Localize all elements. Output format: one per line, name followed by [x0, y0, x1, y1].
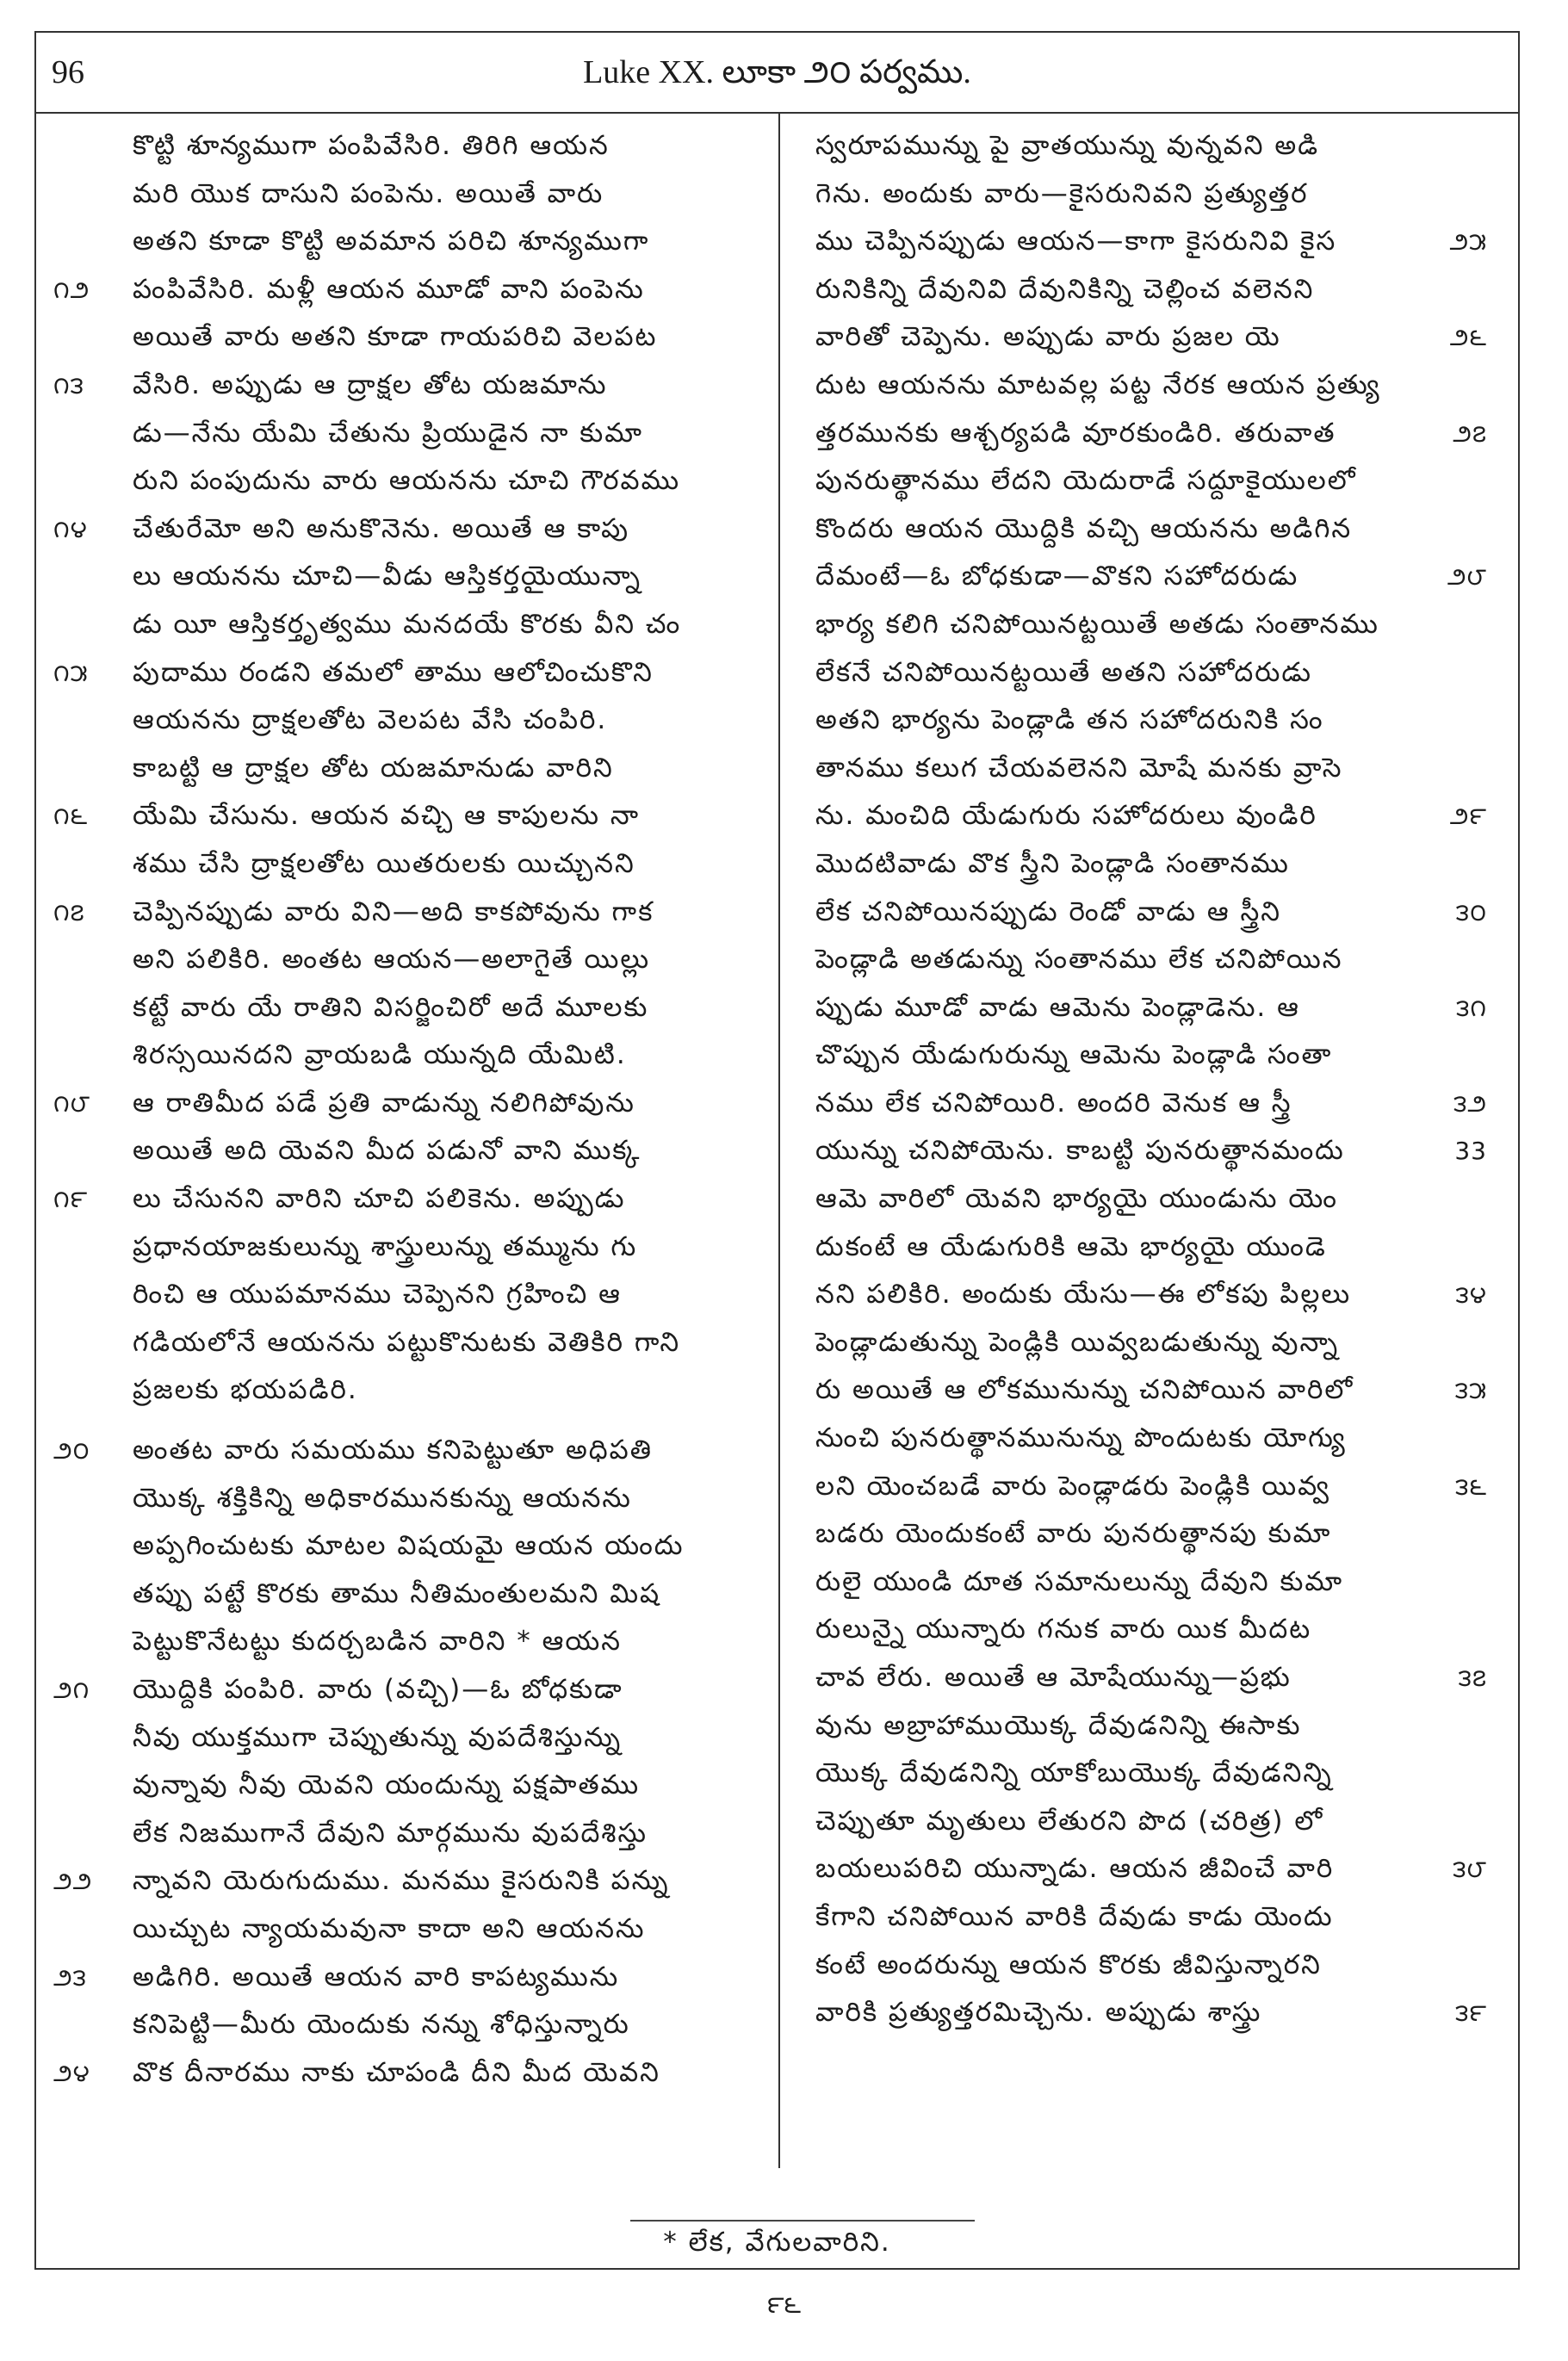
text-line: [53, 553, 725, 601]
line-text: నము లేక చనిపోయిరి. అందరి వెనుక ఆ స్త్రీ: [815, 1087, 1292, 1119]
text-line: [53, 313, 725, 362]
page-number: 96: [52, 54, 84, 90]
verse-number: ౨౦: [53, 1436, 90, 1466]
text-line: [53, 218, 725, 266]
line-text: ఆ రాతిమీద పడే ప్రతి వాడున్ను నలిగిపోవును: [133, 1087, 635, 1119]
line-text: ప్పుడు మూడో వాడు ఆమెను పెండ్లాడెను. ఆ: [815, 991, 1300, 1023]
left-column: [53, 122, 725, 2146]
line-text: ము చెప్పినప్పుడు ఆయన—కాగా కైసరునివి కైస: [815, 226, 1337, 257]
text-line: [815, 1271, 1487, 1319]
line-text: పెండ్లాడుతున్ను పెండ్లికి యివ్వబడుతున్ను వున్నా: [815, 1326, 1340, 1358]
verse-number: ౩౦: [1455, 897, 1487, 926]
text-line: [53, 792, 725, 840]
line-text: ఆమె వారిలో యెవని భార్యయై యుండును యెం: [815, 1183, 1338, 1215]
page-header: [36, 33, 1518, 114]
line-text: లు ఆయనను చూచి—వీడు ఆస్తికర్తయైయున్నా: [133, 561, 641, 592]
verse-number: ౨౧: [53, 1676, 90, 1704]
line-text: వారికి ప్రత్యుత్తరమిచ్చెను. అప్పుడు శాస్త్రు: [815, 1997, 1262, 2029]
text-line: [53, 1319, 725, 1367]
line-text: తానము కలుగ చేయవలెనని మోషే మనకు వ్రాసె: [815, 752, 1343, 784]
line-text: ప్రధానయాజకులున్ను శాస్త్రులున్ను తమ్మును గు: [133, 1230, 638, 1262]
text-line: [53, 1954, 725, 2002]
verse-number: ౧౫: [53, 658, 89, 687]
verse-number: ౨౬: [1449, 323, 1487, 352]
text-line: [815, 362, 1487, 410]
text-line: [53, 170, 725, 219]
line-text: అంతట వారు సమయము కనిపెట్టుతూ అధిపతి: [133, 1435, 653, 1466]
text-line: [815, 1702, 1487, 1751]
verse-number: ౧౯: [53, 1185, 89, 1214]
text-line: [53, 984, 725, 1032]
line-text: పెండ్లాడి అతడున్ను సంతానము లేక చనిపోయిన: [815, 944, 1343, 976]
text-line: [53, 745, 725, 793]
line-text: దుట ఆయనను మాటవల్ల పట్ట నేరక ఆయన ప్రత్యు: [815, 369, 1381, 400]
text-line: [53, 1906, 725, 1954]
text-line: [53, 1032, 725, 1080]
line-text: అతని కూడా కొట్టి అవమాన పరిచి శూన్యముగా: [133, 226, 650, 257]
text-line: [815, 1893, 1487, 1942]
verse-number: ౨౩: [53, 1962, 87, 1992]
text-line: [53, 1762, 725, 1810]
verse-number: ౧౬: [53, 802, 89, 831]
line-text: డు—నేను యేమి చేతును ప్రియుడైన నా కుమా: [133, 417, 643, 449]
verse-number: ౨౫: [1449, 227, 1487, 257]
line-text: రులై యుండి దూత సమానులున్ను దేవుని కుమా: [815, 1565, 1344, 1597]
line-text: కొట్టి శూన్యముగా పంపివేసిరి. తిరిగి ఆయన: [133, 130, 610, 161]
verse-number: ౧౨: [53, 275, 90, 304]
text-line: [53, 410, 725, 458]
text-line: [815, 745, 1487, 793]
text-line: [815, 1366, 1487, 1415]
line-text: లేక చనిపోయినప్పుడు రెండో వాడు ఆ స్త్రీని: [815, 895, 1281, 927]
line-text: యొద్దికి పంపిరి. వారు (వచ్చి)—ఓ బోధకుడా: [133, 1674, 623, 1705]
text-line: [815, 218, 1487, 266]
text-line: [815, 410, 1487, 458]
verse-number: ౩౫: [1454, 1376, 1487, 1405]
text-line: [815, 1989, 1487, 2037]
text-line: [53, 1224, 725, 1272]
footnote-rule: [630, 2220, 975, 2222]
text-line: [815, 1798, 1487, 1846]
verse-number: ౨౭: [1453, 418, 1487, 448]
text-line: [815, 122, 1487, 170]
text-line: [53, 889, 725, 937]
text-line: [815, 1463, 1487, 1511]
line-text: ప్రజలకు భయపడిరి.: [133, 1374, 358, 1406]
text-line: [815, 889, 1487, 937]
line-text: చేతురేమో అని అనుకొనెను. అయితే ఆ కాపు: [133, 512, 630, 544]
text-line: [53, 505, 725, 554]
line-text: రులున్నై యున్నారు గనుక వారు యిక మీదట: [815, 1614, 1312, 1645]
text-line: [53, 601, 725, 649]
book-page: [34, 31, 1520, 2270]
line-text: పునరుత్థానము లేదని యెదురాడే సద్దూకైయులలో: [815, 465, 1357, 497]
text-line: [815, 697, 1487, 745]
verse-number: ౩౪: [1455, 1280, 1487, 1310]
line-text: వును అబ్రాహాముయొక్క దేవుడనిన్ని ఈసాకు: [815, 1709, 1302, 1741]
text-line: [815, 1654, 1487, 1702]
text-line: [53, 362, 725, 410]
text-line: [53, 936, 725, 984]
verse-number: ౨౪: [53, 2058, 90, 2087]
line-text: నుంచి పునరుత్థానమునున్ను పొందుటకు యోగ్యు: [815, 1422, 1347, 1454]
verse-number: ౨౨: [53, 1867, 93, 1896]
line-text: లేకనే చనిపోయినట్టయితే అతని సహోదరుడు: [815, 656, 1313, 688]
text-line: [815, 1559, 1487, 1607]
line-text: కట్టే వారు యే రాతిని విసర్జించిరో అదే మూలకు: [133, 991, 649, 1023]
line-text: బయలుపరిచి యున్నాడు. ఆయన జీవించే వారి: [815, 1853, 1335, 1885]
text-line: [53, 1857, 725, 1906]
text-line: [815, 1175, 1487, 1224]
text-line: [815, 266, 1487, 314]
text-line: [815, 1415, 1487, 1463]
text-line: [53, 1666, 725, 1714]
text-line: [53, 2001, 725, 2049]
text-line: [53, 1618, 725, 1666]
line-text: లని యెంచబడే వారు పెండ్లాడరు పెండ్లికి యివ్వ: [815, 1470, 1331, 1502]
line-text: చావ లేరు. అయితే ఆ మోషేయున్ను—ప్రభు: [815, 1662, 1292, 1693]
line-text: గెను. అందుకు వారు—కైసరునివని ప్రత్యుత్తర: [815, 177, 1309, 209]
line-text: కనిపెట్టి—మీరు యెందుకు నన్ను శోధిస్తున్నారు: [133, 2009, 630, 2041]
text-line: [815, 649, 1487, 697]
line-text: యిచ్చుట న్యాయమవునా కాదా అని ఆయనను: [133, 1912, 646, 1944]
line-text: అయితే అది యెవని మీద పడునో వాని ముక్క: [133, 1135, 641, 1167]
verse-number: ౧౭: [53, 897, 85, 926]
verse-number: ౧౩: [53, 370, 84, 400]
verse-number: 33: [1454, 1137, 1487, 1166]
text-line: [815, 792, 1487, 840]
verse-number: ౩౧: [1456, 993, 1487, 1022]
line-text: భార్య కలిగి చనిపోయినట్టయితే అతడు సంతానము: [815, 608, 1379, 640]
line-text: వేసిరి. అప్పుడు ఆ ద్రాక్షల తోట యజమాను: [133, 369, 608, 400]
text-line: [53, 122, 725, 170]
text-line: [53, 840, 725, 889]
text-line: [815, 1127, 1487, 1175]
line-text: పంపివేసిరి. మళ్లీ ఆయన మూడో వాని పంపెను: [133, 273, 645, 305]
text-line: [53, 266, 725, 314]
text-line: [815, 1606, 1487, 1654]
line-text: నీవు యుక్తముగా చెప్పుతున్ను వుపదేశిస్తున్ను: [133, 1721, 623, 1753]
text-line: [53, 1427, 725, 1475]
line-text: యొక్క శక్తికిన్ని అధికారమునకున్ను ఆయనను: [133, 1482, 632, 1514]
line-text: రు అయితే ఆ లోకమునున్ను చనిపోయిన వారిలో: [815, 1374, 1354, 1406]
line-text: స్వరూపమున్ను పై వ్రాతయున్ను వున్నవని అడి: [815, 130, 1320, 161]
line-text: శిరస్సయినదని వ్రాయబడి యున్నది యేమిటి.: [133, 1039, 627, 1071]
line-text: శము చేసి ద్రాక్షలతోట యితరులకు యిచ్చునని: [133, 847, 635, 879]
verse-number: ౨౯: [1449, 802, 1487, 831]
text-line: [53, 1366, 725, 1415]
column-divider: [778, 112, 780, 2168]
line-text: చెప్పుతూ మృతులు లేతురని పొద (చరిత్ర) లో: [815, 1805, 1324, 1837]
text-line: [815, 840, 1487, 889]
text-line: [53, 1271, 725, 1319]
line-text: మరి యొక దాసుని పంపెను. అయితే వారు: [133, 177, 604, 209]
line-text: త్తరమునకు ఆశ్చర్యపడి వూరకుండిరి. తరువాత: [815, 417, 1336, 449]
text-line: [815, 601, 1487, 649]
verse-number: ౧౮: [53, 1088, 91, 1118]
line-text: రునికిన్ని దేవునివి దేవునికిన్ని చెల్లించ వలెనని: [815, 273, 1315, 305]
verse-number: ౩౯: [1455, 1998, 1487, 2028]
verse-number: ౧౪: [53, 514, 88, 543]
line-text: తప్పు పట్టే కొరకు తాము నీతిమంతులమని మిష: [133, 1577, 661, 1609]
line-text: అని పలికిరి. అంతట ఆయన—అలాగైతే యిల్లు: [133, 944, 651, 976]
running-title: Luke XX. లూకా ౨౦ పర్వము.: [583, 54, 971, 90]
line-text: కేగాని చనిపోయిన వారికి దేవుడు కాడు యెందు: [815, 1900, 1334, 1932]
line-text: దుకంటే ఆ యేడుగురికి ఆమె భార్యయై యుండె: [815, 1230, 1327, 1262]
text-line: [53, 1080, 725, 1128]
text-line: [815, 505, 1487, 554]
verse-number: ౩౨: [1453, 1088, 1487, 1118]
text-line: [815, 1319, 1487, 1367]
line-text: యేమి చేసును. ఆయన వచ్చి ఆ కాపులను నా: [133, 800, 641, 832]
text-line: [815, 553, 1487, 601]
text-line: [815, 1942, 1487, 1990]
text-line: [53, 649, 725, 697]
line-text: గడియలోనే ఆయనను పట్టుకొనుటకు వెతికిరి గాని: [133, 1326, 681, 1358]
text-line: [53, 697, 725, 745]
text-line: [815, 1080, 1487, 1128]
line-text: చెప్పినప్పుడు వారు విని—అది కాకపోవును గాక: [133, 895, 654, 927]
line-text: కాబట్టి ఆ ద్రాక్షల తోట యజమానుడు వారిని: [133, 752, 614, 784]
text-line: [53, 1522, 725, 1571]
text-line: [53, 2049, 725, 2098]
line-text: యున్ను చనిపోయెను. కాబట్టి పునరుత్థానమందు: [815, 1135, 1345, 1167]
line-text: దేమంటే—ఓ బోధకుడా—వొకని సహోదరుడు: [815, 561, 1299, 592]
line-text: పుదాము రండని తమలో తాము ఆలోచించుకొని: [133, 656, 654, 688]
verse-number: ౩౭: [1458, 1664, 1487, 1692]
text-line: [815, 984, 1487, 1032]
line-text: అతని భార్యను పెండ్లాడి తన సహోదరునికి సం: [815, 704, 1324, 736]
text-line: [815, 1224, 1487, 1272]
signature-mark: ౯౬: [766, 2290, 802, 2319]
line-text: రుని పంపుదును వారు ఆయనను చూచి గౌరవము: [133, 465, 681, 497]
text-line: [53, 1571, 725, 1619]
line-text: నని పలికిరి. అందుకు యేసు—ఈ లోకపు పిల్లలు: [815, 1279, 1352, 1311]
line-text: బడరు యెందుకంటే వారు పునరుత్థానపు కుమా: [815, 1518, 1332, 1550]
line-text: అడిగిరి. అయితే ఆయన వారి కాపట్యమును: [133, 1961, 620, 1992]
line-text: యొక్క దేవుడనిన్ని యాకోబుయొక్క దేవుడనిన్ని: [815, 1757, 1333, 1789]
line-text: కొందరు ఆయన యొద్దికి వచ్చి ఆయనను అడిగిన: [815, 512, 1353, 544]
line-text: అయితే వారు అతని కూడా గాయపరిచి వెలపట: [133, 321, 658, 353]
verse-number: ౨౮: [1447, 562, 1487, 592]
text-line: [53, 1714, 725, 1763]
footnote: * లేక, వేగులవారిని.: [663, 2227, 891, 2258]
line-text: లేక నిజముగానే దేవుని మార్గమును వుపదేశిస్తు: [133, 1817, 648, 1849]
text-line: [815, 1032, 1487, 1080]
line-text: వారితో చెప్పెను. అప్పుడు వారు ప్రజల యె: [815, 321, 1281, 353]
text-line: [815, 1845, 1487, 1893]
text-line: [815, 170, 1487, 219]
text-line: [815, 936, 1487, 984]
text-line: [53, 1810, 725, 1858]
text-line: [815, 1750, 1487, 1798]
text-line: [53, 1127, 725, 1175]
line-text: డు యీ ఆస్తికర్తృత్వము మనదయే కొరకు వీని చం: [133, 608, 682, 640]
line-text: వున్నావు నీవు యెవని యందున్ను పక్షపాతము: [133, 1769, 641, 1801]
line-text: అప్పగించుటకు మాటల విషయమై ఆయన యందు: [133, 1530, 685, 1562]
line-text: లు చేసునని వారిని చూచి పలికెను. అప్పుడు: [133, 1183, 626, 1215]
text-line: [815, 313, 1487, 362]
line-text: రించి ఆ యుపమానము చెప్పెనని గ్రహించి ఆ: [133, 1279, 622, 1311]
line-text: కంటే అందరున్ను ఆయన కొరకు జీవిస్తున్నారని: [815, 1949, 1322, 1980]
text-line: [53, 1475, 725, 1523]
text-line: [815, 1510, 1487, 1559]
right-column: [815, 122, 1487, 2146]
line-text: ఆయనను ద్రాక్షలతోట వెలపట వేసి చంపిరి.: [133, 704, 608, 736]
text-line: [53, 1175, 725, 1224]
line-text: చొప్పున యేడుగురున్ను ఆమెను పెండ్లాడి సంతా: [815, 1039, 1333, 1071]
verse-number: ౩౬: [1455, 1472, 1487, 1501]
text-line: [53, 457, 725, 505]
line-text: న్నావని యెరుగుదుము. మనము కైసరునికి పన్ను: [133, 1865, 670, 1897]
line-text: మొదటివాడు వొక స్త్రీని పెండ్లాడి సంతానము: [815, 847, 1290, 879]
text-line: [815, 457, 1487, 505]
verse-number: ౩౮: [1453, 1855, 1487, 1884]
line-text: ను. మంచిది యేడుగురు సహోదరులు వుండిరి: [815, 800, 1317, 832]
line-text: వొక దీనారము నాకు చూపండి దీని మీద యెవని: [133, 2056, 660, 2088]
line-text: పెట్టుకొనేటట్టు కుదర్చబడిన వారిని * ఆయన: [133, 1626, 622, 1658]
